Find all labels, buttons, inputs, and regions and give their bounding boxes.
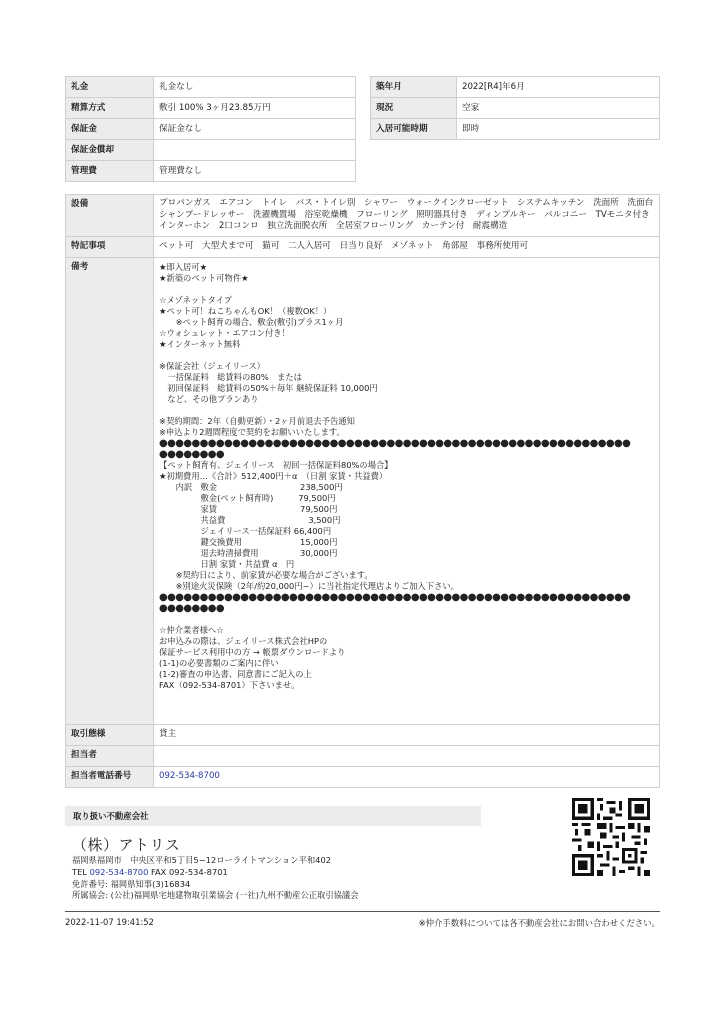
table-row: [66, 98, 356, 119]
table-row: [66, 195, 660, 237]
deposit-amortization-value: [154, 140, 356, 161]
staff-value: [154, 745, 660, 766]
deposit-label: 保証金: [66, 119, 154, 140]
table-row: [66, 257, 660, 724]
settlement-value: 敷引 100% 3ヶ月23.85万円: [154, 98, 356, 119]
facilities-value: プロパンガス エアコン トイレ バス・トイレ別 シャワー ウォークインクローゼット システムキッチン 洗面所 洗面台 シャンプードレッサー 洗濯機置場 浴室乾燥機 フローリング 照明器具付き ディンプルキー バルコニー TVモニタ付きインターホン 2口コンロ 独立洗面脱衣所 全居室フローリング カーテン付 耐震構造: [154, 195, 660, 237]
remarks-label: 備考: [66, 257, 154, 724]
deposit-amortization-label: 保証金償却: [66, 140, 154, 161]
fee-table: [65, 76, 356, 182]
features-label: 特記事項: [66, 236, 154, 257]
staff-label: 担当者: [66, 745, 154, 766]
print-timestamp: 2022-11-07 19:41:52: [65, 917, 154, 927]
company-license: 免許番号: 福岡県知事(3)16834: [72, 878, 191, 889]
remarks-text-3: ☆仲介業者様へ☆ お申込みの際は、ジェイリース株式会社HPの 保証サービス利用中の方 → 帳票ダウンロードより (1-1)の必要書類のご案内に伴い (1-2)審査の申込書、同意書にご記入の上 FAX（092-534-8701）下さいませ。: [159, 624, 346, 690]
deal-type-label: 取引態様: [66, 724, 154, 745]
table-row: [66, 724, 660, 745]
table-row: [66, 119, 356, 140]
separator-dots-1: ●●●●●●●●●●●●●●●●●●●●●●●●●●●●●●●●●●●●●●●●●●●●●●●●●●●●●●●●●● ●●●●●●●●: [159, 437, 631, 460]
current-status-label: 現況: [371, 98, 457, 119]
table-row: [66, 766, 660, 787]
tel-label: TEL: [72, 866, 87, 877]
remarks-text-1: ★即入居可★ ★新築のペット可物件★ ☆メゾネットタイプ ★ペット可！ねこちゃんもOK！（複数OK！） ※ペット飼育の場合、敷金(敷引)プラス1ヶ月 ☆ウォシュレット・エアコン付き！ ★インターネット無料 ※保証会社（ジェイリース） 一括保証料 総賃料の80% または 初回保証料 総賃料の50%＋毎年 継続保証料 10,000円 など、その他プランあり ※契約期間：2年（自動更新）・2ヶ月前退去予告通知 ※申込より2週間程度で契約をお願いいたします。: [159, 261, 378, 437]
table-row: [371, 98, 660, 119]
table-row: [66, 236, 660, 257]
move-in-label: 入居可能時期: [371, 119, 457, 140]
table-row: [66, 745, 660, 766]
key-money-label: 礼金: [66, 77, 154, 98]
table-row: [66, 77, 356, 98]
company-section-header: 取り扱い不動産会社: [65, 806, 481, 826]
built-date-value: 2022[R4]年6月: [457, 77, 660, 98]
footer-divider: [65, 911, 660, 912]
staff-phone-label: 担当者電話番号: [66, 766, 154, 787]
company-fax: FAX 092-534-8701: [151, 866, 228, 877]
company-name: （株）アトリス: [72, 836, 181, 854]
staff-phone-cell: [154, 766, 660, 787]
company-tel-link[interactable]: 092-534-8700: [89, 866, 149, 877]
facilities-label: 設備: [66, 195, 154, 237]
key-money-value: 礼金なし: [154, 77, 356, 98]
status-table: [370, 76, 660, 140]
commission-note: ※仲介手数料については各不動産会社にお問い合わせください。: [418, 918, 660, 928]
table-row: [371, 119, 660, 140]
management-fee-value: 管理費なし: [154, 161, 356, 182]
table-row: [371, 77, 660, 98]
table-row: [66, 161, 356, 182]
deal-type-value: 貸主: [154, 724, 660, 745]
detail-table: [65, 194, 660, 788]
settlement-label: 精算方式: [66, 98, 154, 119]
company-info: [72, 855, 359, 902]
features-value: ペット可 大型犬まで可 猫可 二人入居可 日当り良好 メゾネット 角部屋 事務所使用可: [154, 236, 660, 257]
company-association: 所属協会: (公社)福岡県宅地建物取引業協会 (一社)九州不動産公正取引協議会: [72, 890, 359, 901]
built-date-label: 築年月: [371, 77, 457, 98]
current-status-value: 空家: [457, 98, 660, 119]
deposit-value: 保証金なし: [154, 119, 356, 140]
remarks-value: [154, 257, 660, 724]
qr-code-icon: [572, 798, 650, 876]
remarks-text-2: 【ペット飼育有、ジェイリース 初回一括保証料80%の場合】 ★初期費用…《合計》512,400円＋α （日割 家賃・共益費） 内訳 敷金 238,500円 敷金(ペット飼育時) 79,500円 家賃 79,500円 共益費 3,500円 ジェイリース一括保証料 66,400円 鍵交換費用 15,000円 退去時清掃費用 30,000円 日割 家賃・共益費 α 円 ※契約日により、前家賃が必要な場合がございます。 ※別途火災保険（2年/約20,000円~）に当社指定代理店よりご加入下さい。: [159, 459, 459, 591]
table-row: [66, 140, 356, 161]
separator-dots-2: ●●●●●●●●●●●●●●●●●●●●●●●●●●●●●●●●●●●●●●●●●●●●●●●●●●●●●●●●●● ●●●●●●●●: [159, 591, 631, 614]
staff-phone-link[interactable]: 092-534-8700: [159, 771, 220, 781]
company-contact: [72, 867, 359, 879]
company-address: 福岡県福岡市 中央区平和5丁目5−12ローライトマンション平和402: [72, 855, 332, 865]
move-in-value: 即時: [457, 119, 660, 140]
management-fee-label: 管理費: [66, 161, 154, 182]
